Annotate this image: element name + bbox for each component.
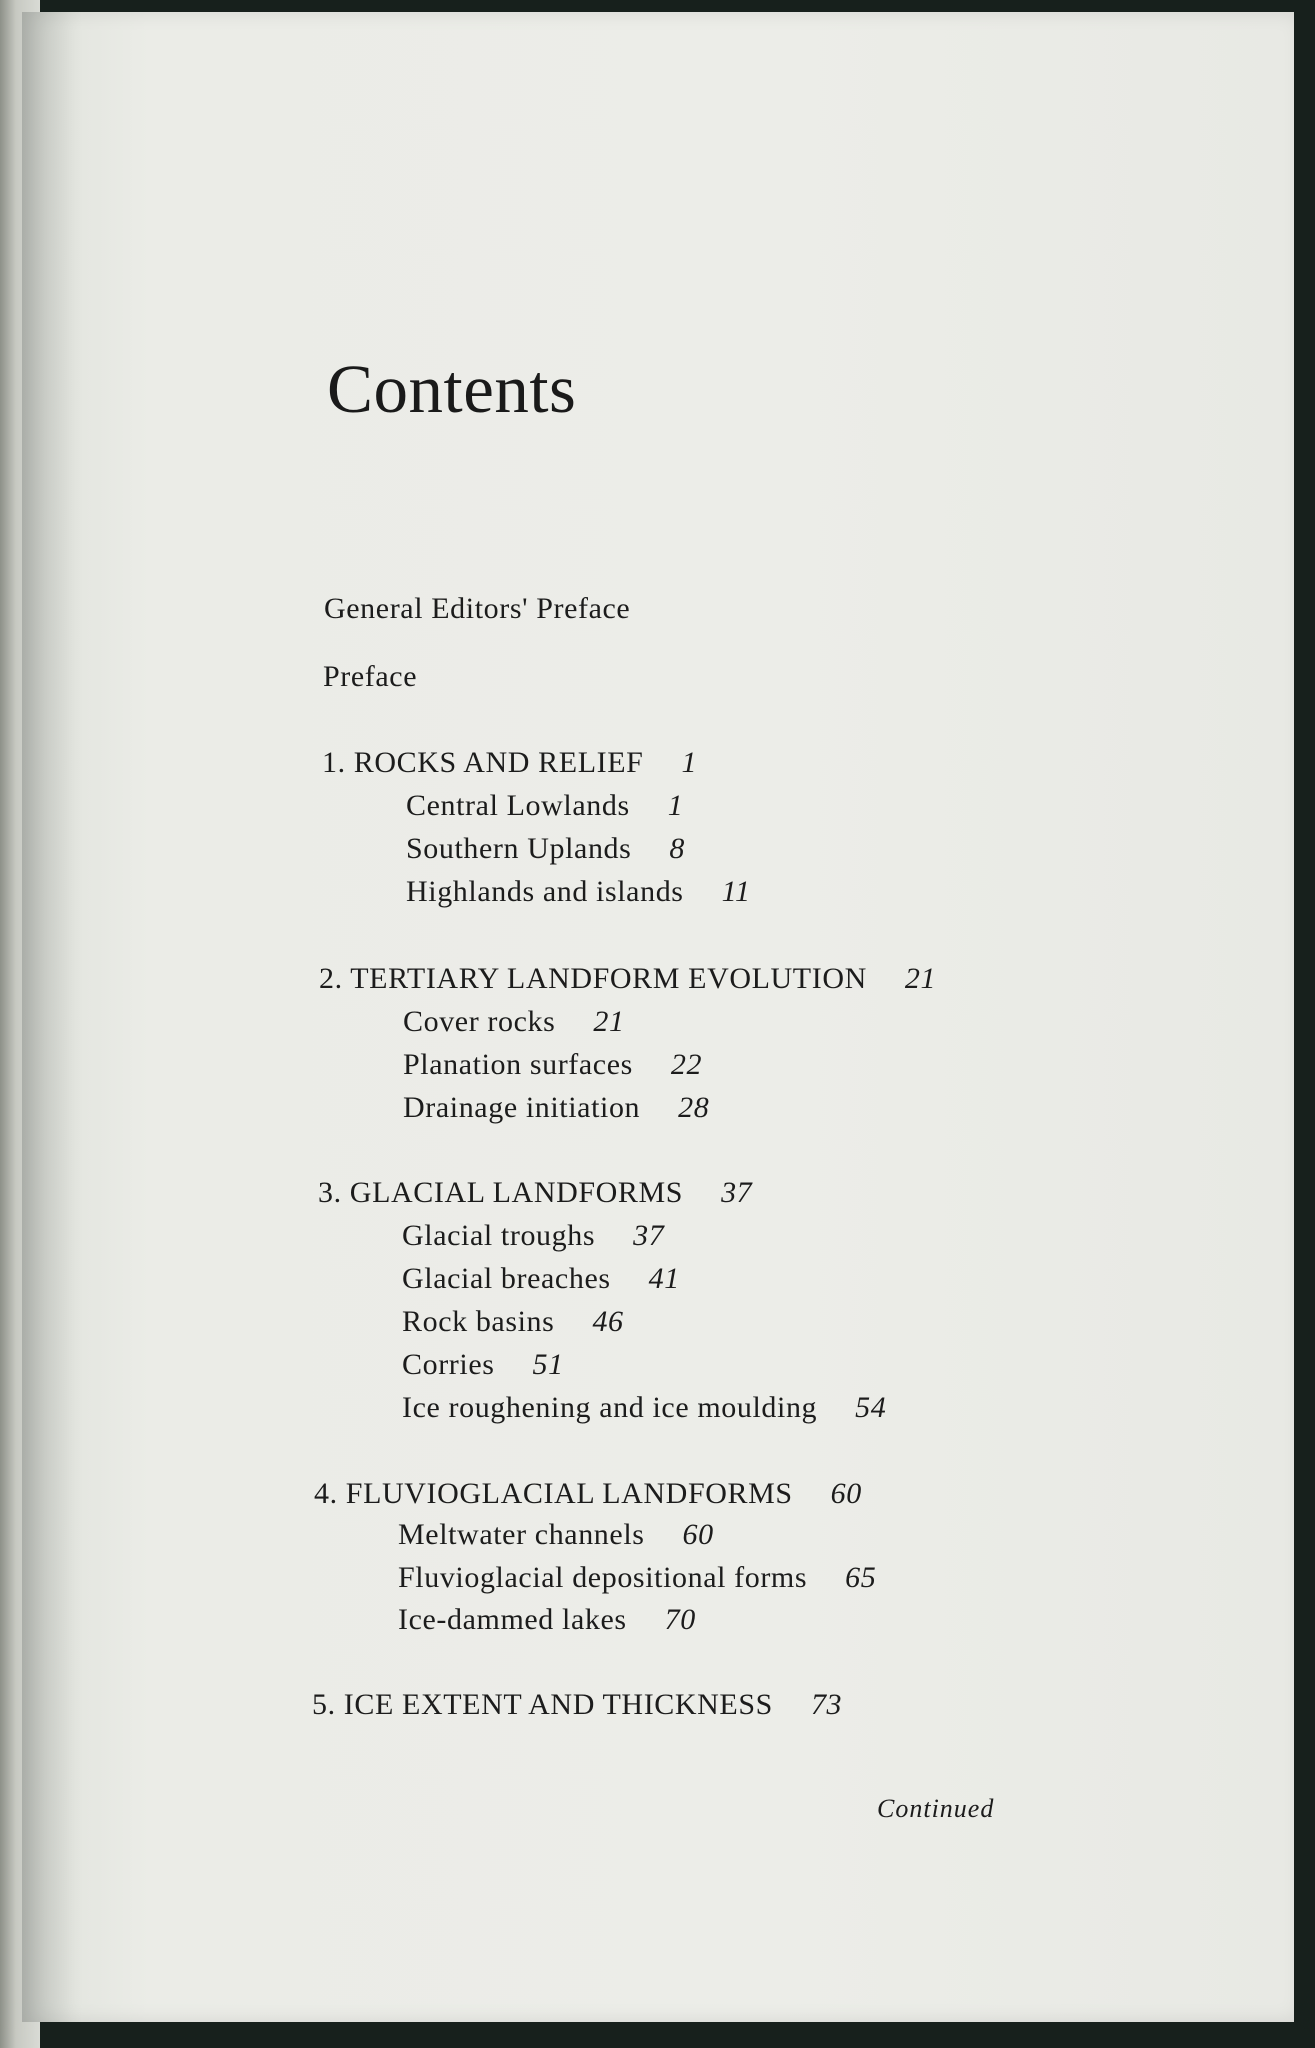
book-page bbox=[22, 12, 1294, 2022]
toc-page-number: 46 bbox=[592, 1305, 624, 1338]
toc-section bbox=[406, 832, 685, 866]
toc-section-label: Fluvioglacial depositional forms bbox=[398, 1561, 808, 1594]
toc-section bbox=[402, 1391, 886, 1425]
toc-entry-label: General Editors' Preface bbox=[324, 592, 631, 625]
toc-entry-general-editors-preface bbox=[324, 592, 630, 626]
toc-page-number: 21 bbox=[593, 1005, 625, 1038]
toc-section-label: Glacial troughs bbox=[402, 1219, 596, 1252]
toc-chapter-3 bbox=[318, 1176, 752, 1210]
toc-section bbox=[402, 1262, 680, 1296]
toc-section-label: Highlands and islands bbox=[406, 875, 684, 908]
toc-chapter-label: 1. ROCKS AND RELIEF bbox=[322, 746, 644, 779]
toc-chapter-label: 5. ICE EXTENT AND THICKNESS bbox=[312, 1688, 773, 1721]
toc-section-label: Southern Uplands bbox=[406, 832, 632, 865]
toc-chapter-5 bbox=[312, 1688, 842, 1722]
toc-section-label: Planation surfaces bbox=[403, 1048, 633, 1081]
toc-section-label: Ice-dammed lakes bbox=[398, 1603, 627, 1636]
continued-note: Continued bbox=[877, 1794, 995, 1823]
toc-section-label: Cover rocks bbox=[403, 1005, 556, 1038]
toc-page-number: 22 bbox=[670, 1048, 703, 1081]
toc-page-number: 1 bbox=[667, 789, 684, 822]
toc-page-number: 41 bbox=[648, 1262, 680, 1295]
toc-page-number: 70 bbox=[664, 1603, 696, 1636]
toc-entry-label: Preface bbox=[323, 660, 418, 693]
toc-page-number: 37 bbox=[633, 1219, 665, 1252]
toc-section-label: Drainage initiation bbox=[403, 1091, 641, 1124]
toc-chapter-1 bbox=[322, 746, 697, 780]
toc-chapter-4 bbox=[314, 1477, 862, 1511]
toc-page-number: 11 bbox=[721, 875, 751, 908]
toc-section-label: Meltwater channels bbox=[398, 1518, 645, 1551]
toc-chapter-2 bbox=[319, 962, 936, 996]
toc-chapter-label: 2. TERTIARY LANDFORM EVOLUTION bbox=[319, 962, 867, 995]
toc-page-number: 28 bbox=[678, 1091, 710, 1124]
toc-page-number: 8 bbox=[669, 832, 686, 865]
toc-page-number: 21 bbox=[904, 962, 937, 995]
toc-section bbox=[398, 1603, 696, 1637]
toc-section bbox=[402, 1305, 624, 1339]
toc-section bbox=[406, 789, 683, 823]
toc-chapter-label: 4. FLUVIOGLACIAL LANDFORMS bbox=[314, 1477, 793, 1510]
toc-section bbox=[406, 875, 751, 909]
toc-page-number: 51 bbox=[532, 1348, 564, 1381]
toc-section-label: Central Lowlands bbox=[406, 789, 630, 822]
toc-page-number: 60 bbox=[682, 1518, 714, 1551]
toc-page-number: 54 bbox=[855, 1391, 887, 1424]
toc-section-label: Ice roughening and ice moulding bbox=[402, 1391, 818, 1424]
toc-entry-preface bbox=[323, 660, 417, 694]
toc-section bbox=[403, 1091, 709, 1125]
toc-page-number: 60 bbox=[830, 1477, 862, 1510]
toc-section bbox=[403, 1005, 625, 1039]
toc-section bbox=[398, 1518, 714, 1552]
toc-section bbox=[402, 1219, 664, 1253]
toc-section-label: Rock basins bbox=[402, 1305, 555, 1338]
toc-section bbox=[398, 1561, 876, 1595]
toc-page-number: 73 bbox=[810, 1688, 843, 1721]
toc-chapter-label: 3. GLACIAL LANDFORMS bbox=[318, 1176, 684, 1209]
page-title: Contents bbox=[327, 351, 577, 427]
toc-section bbox=[402, 1348, 564, 1382]
toc-page-number: 65 bbox=[845, 1561, 877, 1594]
toc-page-number: 1 bbox=[681, 746, 698, 779]
toc-section-label: Corries bbox=[402, 1348, 495, 1381]
toc-section bbox=[403, 1048, 702, 1082]
toc-page-number: 37 bbox=[721, 1176, 753, 1209]
toc-section-label: Glacial breaches bbox=[402, 1262, 611, 1295]
